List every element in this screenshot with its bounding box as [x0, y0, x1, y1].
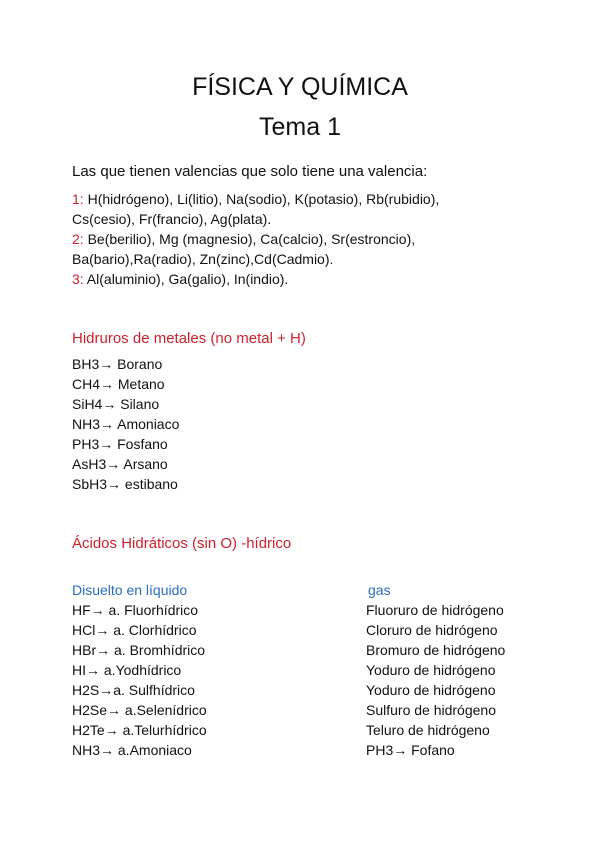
- list-item: Yoduro de hidrógeno: [366, 662, 496, 678]
- valencia-number: 2:: [72, 231, 84, 247]
- list-item: Cloruro de hidrógeno: [366, 622, 498, 638]
- valencia-group-1: [72, 189, 439, 289]
- page-title: FÍSICA Y QUÍMICA: [192, 73, 408, 101]
- acidos-heading: Ácidos Hidráticos (sin O) -hídrico: [72, 535, 292, 552]
- valencia-line: Cs(cesio), Fr(francio), Ag(plata).: [72, 211, 272, 227]
- list-item: HCl→ a. Clorhídrico: [72, 622, 197, 638]
- list-item: CH4→ Metano: [72, 376, 165, 392]
- hidruros-list: [72, 354, 179, 494]
- valencia-line: [72, 229, 439, 249]
- valencia-line: Ba(bario),Ra(radio), Zn(zinc),Cd(Cadmio).: [72, 251, 334, 267]
- list-item: H2S→a. Sulfhídrico: [72, 682, 195, 698]
- list-item: HF→ a. Fluorhídrico: [72, 602, 199, 618]
- list-item: BH3→ Borano: [72, 356, 163, 372]
- valencia-line: [72, 269, 439, 289]
- list-item: NH3→ a.Amoniaco: [72, 742, 192, 758]
- acidos-liquid-list: [72, 600, 207, 760]
- valencia-text: Be(berilio), Mg (magnesio), Ca(calcio), Sr(estroncio),: [83, 231, 416, 247]
- valencia-number: 1:: [72, 191, 84, 207]
- valencia-text: Al(aluminio), Ga(galio), In(indio).: [83, 271, 289, 287]
- intro-text: Las que tienen valencias que solo tiene una valencia:: [72, 163, 428, 180]
- column-header-liquid: Disuelto en líquido: [72, 582, 188, 598]
- list-item: PH3→ Fofano: [366, 742, 455, 758]
- valencia-text: H(hidrógeno), Li(litio), Na(sodio), K(potasio), Rb(rubidio),: [83, 191, 440, 207]
- list-item: Bromuro de hidrógeno: [366, 642, 506, 658]
- page-subtitle: Tema 1: [259, 113, 341, 141]
- list-item: SbH3→ estibano: [72, 476, 178, 492]
- list-item: HBr→ a. Bromhídrico: [72, 642, 206, 658]
- list-item: HI→ a.Yodhídrico: [72, 662, 182, 678]
- list-item: SiH4→ Silano: [72, 396, 160, 412]
- list-item: PH3→ Fosfano: [72, 436, 168, 452]
- valencia-line: [72, 189, 439, 209]
- list-item: H2Se→ a.Selenídrico: [72, 702, 207, 718]
- hidruros-heading: Hidruros de metales (no metal + H): [72, 330, 306, 347]
- list-item: Teluro de hidrógeno: [366, 722, 490, 738]
- list-item: Fluoruro de hidrógeno: [366, 602, 504, 618]
- column-header-gas: gas: [368, 582, 391, 598]
- list-item: Yoduro de hidrógeno: [366, 682, 496, 698]
- list-item: Sulfuro de hidrógeno: [366, 702, 496, 718]
- list-item: NH3→ Amoniaco: [72, 416, 180, 432]
- list-item: AsH3→ Arsano: [72, 456, 168, 472]
- valencia-number: 3:: [72, 271, 84, 287]
- list-item: H2Te→ a.Telurhídrico: [72, 722, 207, 738]
- acidos-gas-list: [366, 600, 505, 760]
